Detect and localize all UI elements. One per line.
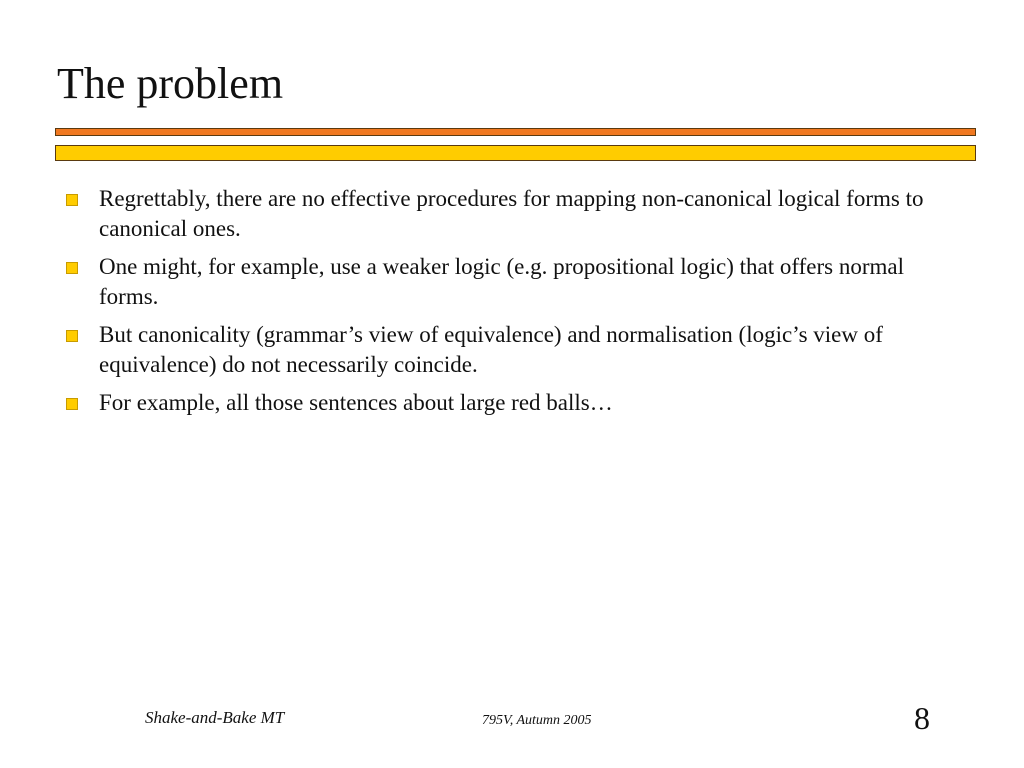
yellow-divider — [55, 145, 976, 161]
bullet-text: For example, all those sentences about large red balls… — [99, 390, 613, 415]
bullet-text: One might, for example, use a weaker logic (e.g. propositional logic) that offers normal forms. — [99, 254, 904, 309]
bullet-item — [66, 388, 946, 418]
bullet-item — [66, 184, 946, 244]
square-bullet-icon — [66, 330, 78, 342]
bullet-item — [66, 252, 946, 312]
bullet-text: But canonicality (grammar’s view of equivalence) and normalisation (logic’s view of equivalence) do not necessarily coincide. — [99, 322, 883, 377]
footer-date: 795V, Autumn 2005 — [482, 713, 592, 728]
slide-title: The problem — [57, 59, 284, 108]
orange-divider — [55, 128, 976, 136]
bullet-text: Regrettably, there are no effective procedures for mapping non-canonical logical forms to canonical ones. — [99, 186, 924, 241]
square-bullet-icon — [66, 194, 78, 206]
bullet-list — [66, 184, 946, 426]
bullet-item — [66, 320, 946, 380]
square-bullet-icon — [66, 398, 78, 410]
square-bullet-icon — [66, 262, 78, 274]
footer-course-title: Shake-and-Bake MT — [145, 708, 285, 727]
page-number: 8 — [914, 700, 930, 736]
